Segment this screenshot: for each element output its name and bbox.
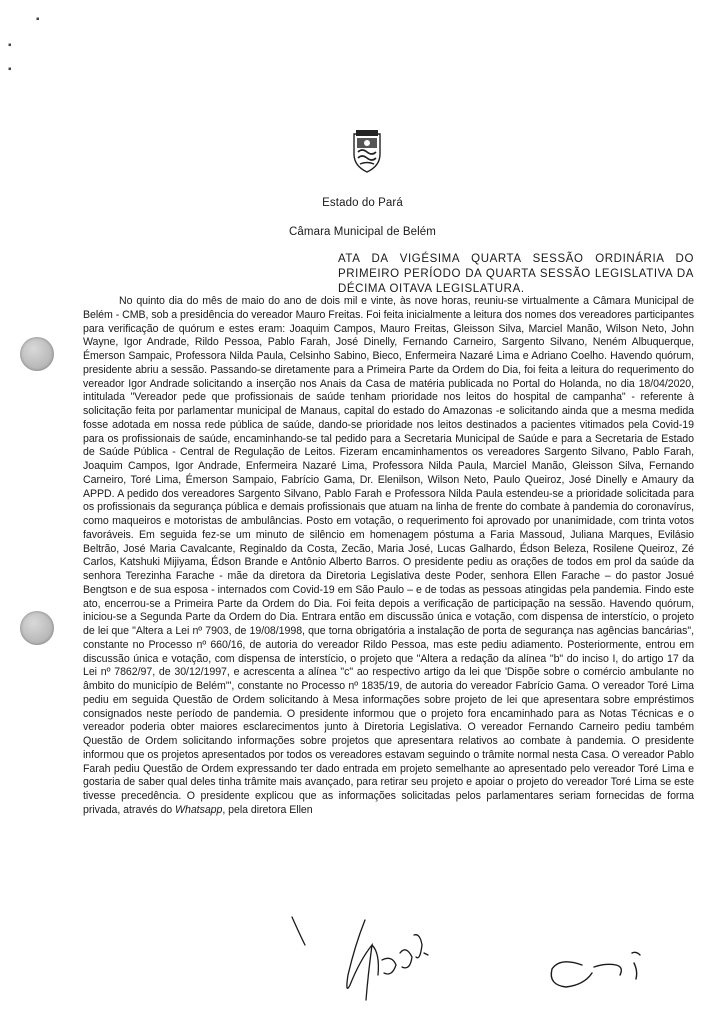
body-paragraph-end: , pela diretora Ellen xyxy=(222,803,313,816)
corner-mark-left-2: ▪ xyxy=(8,64,12,75)
handwritten-signatures xyxy=(0,905,725,1024)
coat-of-arms-icon xyxy=(350,128,384,174)
corner-mark-left: ▪ xyxy=(8,40,12,51)
state-heading: Estado do Pará xyxy=(322,197,403,209)
corner-mark-top: ▪ xyxy=(36,14,40,25)
chamber-heading: Câmara Municipal de Belém xyxy=(289,226,436,238)
punch-hole-top xyxy=(20,337,54,371)
signature-center-scribble xyxy=(292,917,428,1000)
signature-right xyxy=(551,952,640,987)
body-paragraph: No quinto dia do mês de maio do ano de dois mil e vinte, às nove horas, reuniu-se virtualmente a Câmara Municipal de Belém - CMB, sob a presidência do vereador Mauro Freitas. Foi feita inicialmente a leitura dos nomes dos vereadores participantes para verificação de quórum e estes eram: Joaquim Campos, Mauro Freitas, Gleisson Silva, Marciel Manão, Wilson Neto, John Wayne, Igor Andrade, Rildo Pessoa, Pablo Farah, José Dinelly, Fernando Carneiro, Sargento Silvano, Neném Albuquerque, Émerson Sampaic, Professora Nilda Paula, Celsinho Sabino, Bieco, Enfermeira Nazaré Lima e Adriano Coelho. Havendo quórum, presidente abriu a sessão. Passando-se diretamente para a Primeira Parte da Ordem do Dia, foi feita a leitura do requerimento do vereador Igor Andrade solicitando a inserção nos Anais da Casa de matéria publicada no Portal do Holanda, no dia 18/04/2020, intitulada "Vereador pede que profissionais de saúde tenham prioridade nos leitos do hospital de campanha" - referente à solicitação feita por parlamentar municipal de Manaus, capital do estado do Amazonas -e solicitando ainda que a mesma medida fosse adotada em nossa rede pública de saúde, dando-se prioridade nos leitos destinados a pacientes vitimados pela Covid-19 para os profissionais de saúde, encaminhando-se tal pedido para a Secretaria Municipal de Saúde e para a Secretaria de Estado de Saúde Pública - Central de Regulação de Leitos. Fizeram encaminhamentos os vereadores Sargento Silvano, Pablo Farah, Joaquim Campos, Igor Andrade, Enfermeira Nazaré Lima, Professora Nilda Paula, Marciel Manão, Gleisson Silva, Fernando Carneiro, Toré Lima, Émerson Sampaio, Fabrício Gama, Dr. Elenilson, Wilson Neto, Paulo Queiroz, José Dinelly e Amaury da APPD. A pedido dos vereadores Sargento Silvano, Pablo Farah e Professora Nilda Paula estendeu-se a prioridade solicitada para os profissionais da segurança pública e demais profissionais que atuam na linha de frente do combate à pandemia do coronavírus, como maqueiros e motoristas de ambulâncias. Posto em votação, o requerimento foi aprovado por unanimidade, com trinta votos favoráveis. Em seguida fez-se um minuto de silêncio em homenagem póstuma a Faria Massoud, Juliana Marques, Evilásio Beltrão, José Maria Cavalcante, Reginaldo da Costa, Zecão, Maria José, Lucas Galhardo, Édson Beleza, Rosilene Queiroz, Zé Carlos, Katshuki Mijiyama, Édson Brande e Antônio Alberto Barros. O presidente pediu as orações de todos em prol da saúde da senhora Terezinha Farache - mãe da diretora da Diretoria Legislativa deste Poder, senhora Ellen Farache – do pastor Josué Bengtson e de sua esposa - internados com Covid-19 em São Paulo – e de todas as pessoas atingidas pela pandemia. Findo este ato, encerrou-se a Primeira Parte da Ordem do Dia. Foi feita depois a verificação de participação na sessão. Havendo quórum, iniciou-se a Segunda Parte da Ordem do Dia. Entrara então em discussão única e votação, com dispensa de interstício, o projeto de lei que "Altera a Lei nº 7903, de 19/08/1998, que torna obrigatória a instalação de porta de segurança nas agências bancárias", constante no Processo nº 660/16, de autoria do vereador Rildo Pessoa, mas este pediu adiamento. Posteriormente, entrou em discussão única e votação, com dispensa de interstício, o projeto que "Altera a redação da alínea "b" do inciso I, do artigo 17 da Lei nº 7862/97, de 30/12/1997, e acrescenta a alínea "c" ao respectivo artigo da lei que 'Dispõe sobre o comércio ambulante no âmbito do município de Belém'", constante no Processo nº 1835/19, de autoria do vereador Fabrício Gama. O vereador Toré Lima pediu em seguida Questão de Ordem solicitando à Mesa informações sobre projeto de lei que apresentara sobre empréstimos consignados neste período de pandemia. O presidente informou que o projeto fora encaminhado para as Notas Técnicas e o vereador poderia obter maiores esclarecimentos junto à Diretoria Legislativa. O vereador Fernando Carneiro pediu também Questão de Ordem solicitando informações sobre projetos que apresentara relativos ao combate à pandemia. O presidente informou que os projetos apresentados por todos os vereadores estavam seguindo o trâmite normal nesta Casa. O vereador Pablo Farah pediu Questão de Ordem expressando ter dado entrada em projeto semelhante ao apresentado pelo vereador Toré Lima e gostaria de saber qual deles tinha trâmite mais avançado, para retirar seu projeto e apoiar o projeto do vereador Toré Lima se este tivesse precedência. O presidente explicou que as informações solicitadas pelos parlamentares seriam fornecidas de forma privada, através do xyxy=(83,295,694,816)
punch-hole-bottom xyxy=(20,611,54,645)
body-italic-term: Whatsapp xyxy=(175,803,223,816)
minutes-title: ATA DA VIGÉSIMA QUARTA SESSÃO ORDINÁRIA DO PRIMEIRO PERÍODO DA QUARTA SESSÃO LEGISLATIVA DA DÉCIMA OITAVA LEGISLATURA. xyxy=(338,253,694,295)
minutes-body xyxy=(83,295,694,818)
